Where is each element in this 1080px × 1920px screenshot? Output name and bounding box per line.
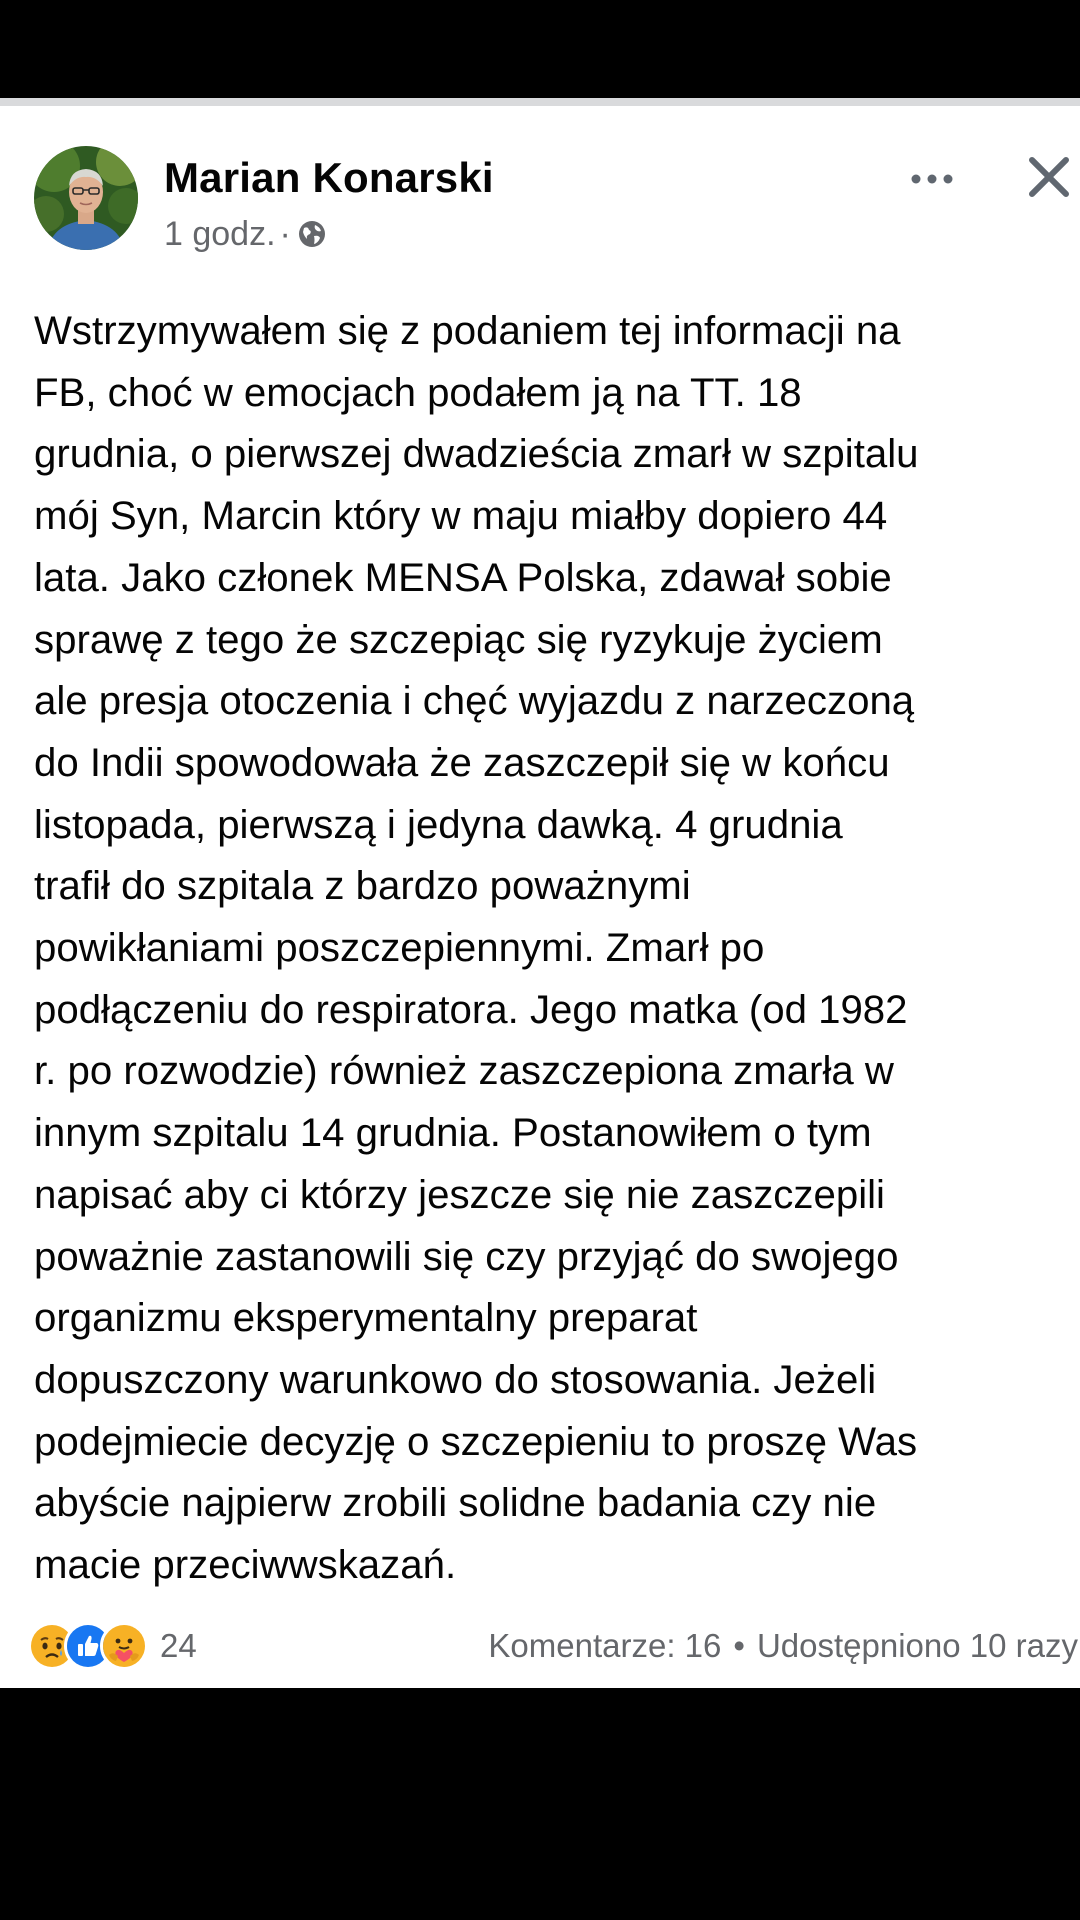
post-text-line: podejmiecie decyzję o szczepieniu to proszę Was [34, 1418, 918, 1464]
reaction-count: 24 [160, 1627, 197, 1664]
post-text-line: macie przeciwwskazań. [34, 1542, 457, 1588]
post-text-line: organizmu eksperymentalny preparat [34, 1295, 698, 1341]
author-avatar[interactable] [34, 146, 138, 250]
more-options-icon [910, 173, 954, 185]
shares-count-link[interactable]: Udostępniono 10 razy [756, 1627, 1078, 1664]
post-text-line: lata. Jako członek MENSA Polska, zdawał sobie [34, 554, 892, 600]
post-meta [164, 212, 327, 256]
post-text-line: trafił do szpitala z bardzo poważnymi [34, 863, 691, 909]
post-text-line: podłączeniu do respiratora. Jego matka (od 1982 [34, 986, 908, 1032]
post-text-line: FB, choć w emocjach podałem ją na TT. 18 [34, 369, 802, 415]
post-text-line: abyście najpierw zrobili solidne badania czy nie [34, 1480, 877, 1526]
post-text-line: listopada, pierwszą i jedyna dawką. 4 grudnia [34, 801, 843, 847]
bottom-black-bar [0, 1688, 1080, 1920]
reactions-summary[interactable] [28, 1620, 197, 1672]
care-reaction-icon [100, 1622, 148, 1670]
post-body-text [34, 300, 1080, 1596]
post-card [0, 98, 1080, 1688]
post-text-line: powikłaniami poszczepiennymi. Zmarł po [34, 925, 765, 971]
post-text-line: mój Syn, Marcin który w maju miałby dopiero 44 [34, 493, 888, 539]
post-timestamp[interactable]: 1 godz. [164, 214, 276, 253]
post-text-line: innym szpitalu 14 grudnia. Postanowiłem o tym [34, 1110, 872, 1156]
meta-separator: · [279, 214, 291, 253]
post-stats [488, 1620, 1078, 1672]
close-icon [1027, 155, 1071, 199]
post-text-line: ale presja otoczenia i chęć wyjazdu z narzeczoną [34, 678, 915, 724]
globe-icon [297, 219, 327, 249]
post-text-line: dopuszczony warunkowo do stosowania. Jeżeli [34, 1356, 877, 1402]
post-text-line: poważnie zastanowili się czy przyjąć do swojego [34, 1233, 899, 1279]
post-text-line: do Indii spowodowała że zaszczepił się w końcu [34, 739, 890, 785]
post-text-line: napisać aby ci którzy jeszcze się nie zaszczepili [34, 1171, 885, 1217]
close-button[interactable] [1018, 142, 1080, 212]
post-text-line: Wstrzymywałem się z podaniem tej informacji na [34, 308, 901, 353]
post-text-line: sprawę z tego że szczepiąc się ryzykuje życiem [34, 616, 883, 662]
stats-separator: • [733, 1627, 745, 1664]
comments-count-link[interactable]: Komentarze: 16 [488, 1627, 722, 1664]
post-text-line: r. po rozwodzie) również zaszczepiona zmarła w [34, 1048, 894, 1094]
post-text-line: grudnia, o pierwszej dwadzieścia zmarł w szpitalu [34, 431, 919, 477]
top-black-bar [0, 0, 1080, 98]
author-name[interactable]: Marian Konarski [164, 154, 494, 201]
post-footer [0, 1616, 1080, 1676]
more-options-button[interactable] [900, 152, 964, 206]
